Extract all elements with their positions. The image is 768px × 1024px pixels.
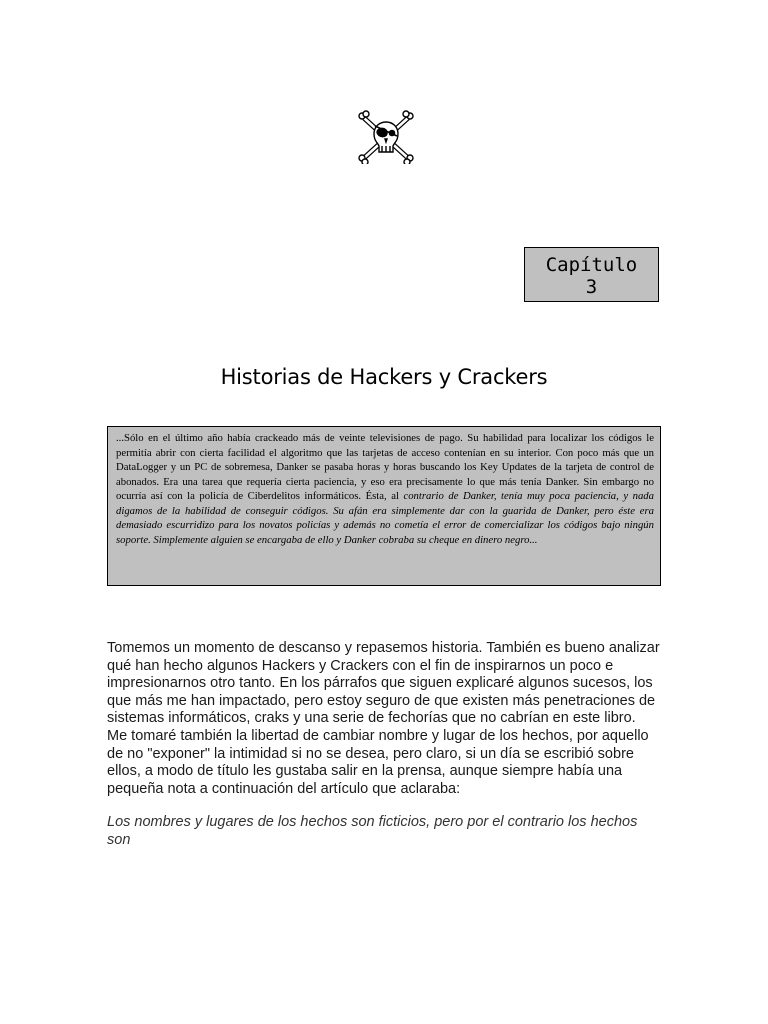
paragraph-1: Tomemos un momento de descanso y repasemos historia. También es bueno analizar qué han hecho algunos Hackers y Crackers con el fin de inspirarnos un poco e impresionarnos otro tanto. En los párrafos que siguen explicaré algunos sucesos, los que más me han impactado, pero estoy seguro de que existen más penetraciones de sistemas informáticos, craks y una serie de fechorías que no cabrían en este libro. <box>107 640 660 727</box>
quote-italic-text: contrario de Danker, tenía muy poca paciencia, y nada digamos de la habilidad de conseguir códigos. Su afán era simplemente dar con la guarida de Danker, pero éste era demasiado escurridizo para los novatos policías y además no cometía el error de comercializar los códigos bajo ningún soporte. Simplemente alguien se encargaba de ello y Danker cobraba su cheque en dinero negro... <box>116 490 654 546</box>
page-title: Historias de Hackers y Crackers <box>220 365 548 389</box>
chapter-label: Capítulo <box>545 254 638 276</box>
intro-quote-box <box>107 426 661 586</box>
body-text <box>107 640 663 850</box>
disclaimer-note: Los nombres y lugares de los hechos son ficticios, pero por el contrario los hechos son <box>107 814 638 848</box>
skull-crossbones-eyepatch-icon <box>356 108 416 164</box>
paragraph-2: Me tomaré también la libertad de cambiar nombre y lugar de los hechos, por aquello de no "exponer" la intimidad si no se desea, pero claro, si un día se escribió sobre ellos, a modo de título les gustaba salir en la prensa, aunque siempre había una pequeña nota a continuación del artículo que aclaraba: <box>107 727 649 797</box>
quote-text: ...Sólo en el último año había crackeado más de veinte televisiones de pago. Su habilidad para localizar los códigos le permitía abrir con cierta facilidad el algoritmo que las tarjetas de acceso contenían en su interior. Con poco más que un DataLogger y un PC de sobremesa, Danker se pasaba horas y horas buscando los Key Updates de la tarjeta de control de abonados. Era una tarea que requería cierta paciencia, y eso era precisamente lo que más tenía Danker. Sin embargo no ocurría así con la policía de Ciberdelitos informáticos. Ésta, al <box>116 432 654 502</box>
chapter-box <box>524 247 659 302</box>
chapter-number: 3 <box>585 276 598 298</box>
